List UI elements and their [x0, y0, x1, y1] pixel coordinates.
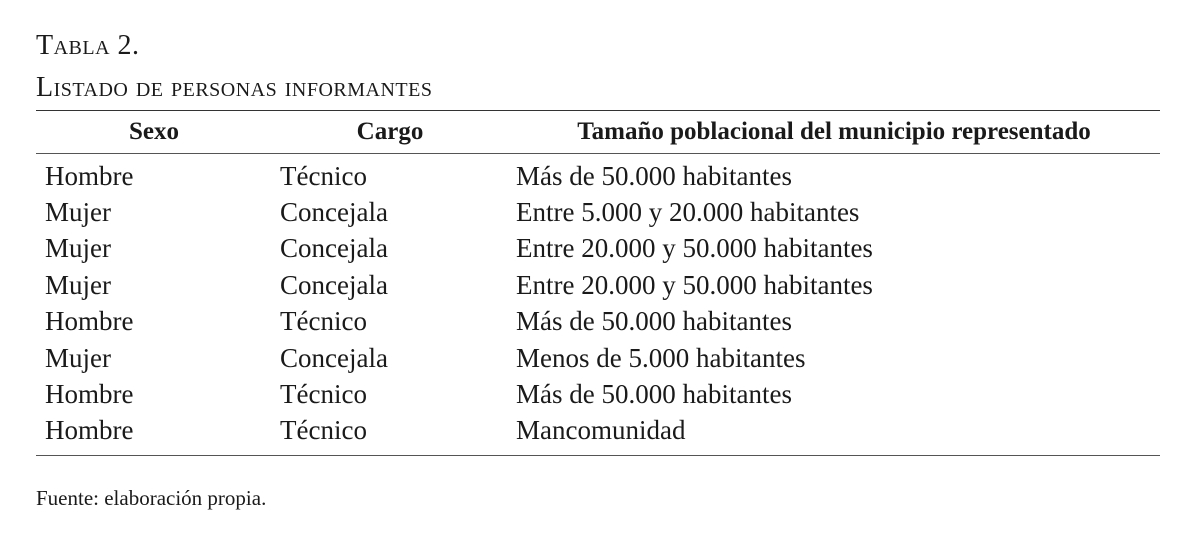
cell-cargo: Concejala: [280, 269, 388, 300]
table-header: [36, 111, 1160, 154]
cell-sexo: Hombre: [45, 379, 134, 410]
table-caption-number: Tabla 2.: [36, 30, 140, 61]
cell-sexo: Mujer: [45, 197, 111, 228]
cell-tamano: Más de 50.000 habitantes: [516, 379, 792, 410]
table-row: [36, 154, 1160, 195]
table-row: [36, 267, 1160, 303]
table-body: [36, 154, 1160, 456]
cell-tamano: Más de 50.000 habitantes: [516, 160, 792, 191]
cell-tamano: Mancomunidad: [516, 415, 686, 446]
header-tamano-poblacional: Tamaño poblacional del municipio representado: [577, 118, 1091, 145]
informants-table: [36, 110, 1160, 456]
table-row: [36, 231, 1160, 267]
header-sexo: Sexo: [129, 118, 179, 145]
table-row: [36, 376, 1160, 412]
cell-sexo: Mujer: [45, 342, 111, 373]
table-row: [36, 340, 1160, 376]
cell-sexo: Hombre: [45, 415, 134, 446]
cell-tamano: Entre 5.000 y 20.000 habitantes: [516, 197, 860, 228]
source-note: Fuente: elaboración propia.: [36, 486, 267, 510]
cell-tamano: Entre 20.000 y 50.000 habitantes: [516, 233, 873, 264]
table-row: [36, 413, 1160, 456]
cell-cargo: Técnico: [280, 379, 367, 410]
cell-sexo: Hombre: [45, 160, 134, 191]
cell-cargo: Concejala: [280, 197, 388, 228]
cell-sexo: Hombre: [45, 306, 134, 337]
cell-cargo: Concejala: [280, 342, 388, 373]
cell-tamano: Más de 50.000 habitantes: [516, 306, 792, 337]
cell-sexo: Mujer: [45, 233, 111, 264]
cell-tamano: Entre 20.000 y 50.000 habitantes: [516, 269, 873, 300]
cell-tamano: Menos de 5.000 habitantes: [516, 342, 806, 373]
header-row: [36, 111, 1160, 154]
cell-cargo: Técnico: [280, 306, 367, 337]
cell-cargo: Técnico: [280, 415, 367, 446]
header-cargo: Cargo: [356, 118, 424, 145]
table-caption-title: Listado de personas informantes: [36, 72, 433, 103]
cell-cargo: Técnico: [280, 160, 367, 191]
cell-sexo: Mujer: [45, 269, 111, 300]
cell-cargo: Concejala: [280, 233, 388, 264]
table-row: [36, 304, 1160, 340]
table-row: [36, 194, 1160, 230]
